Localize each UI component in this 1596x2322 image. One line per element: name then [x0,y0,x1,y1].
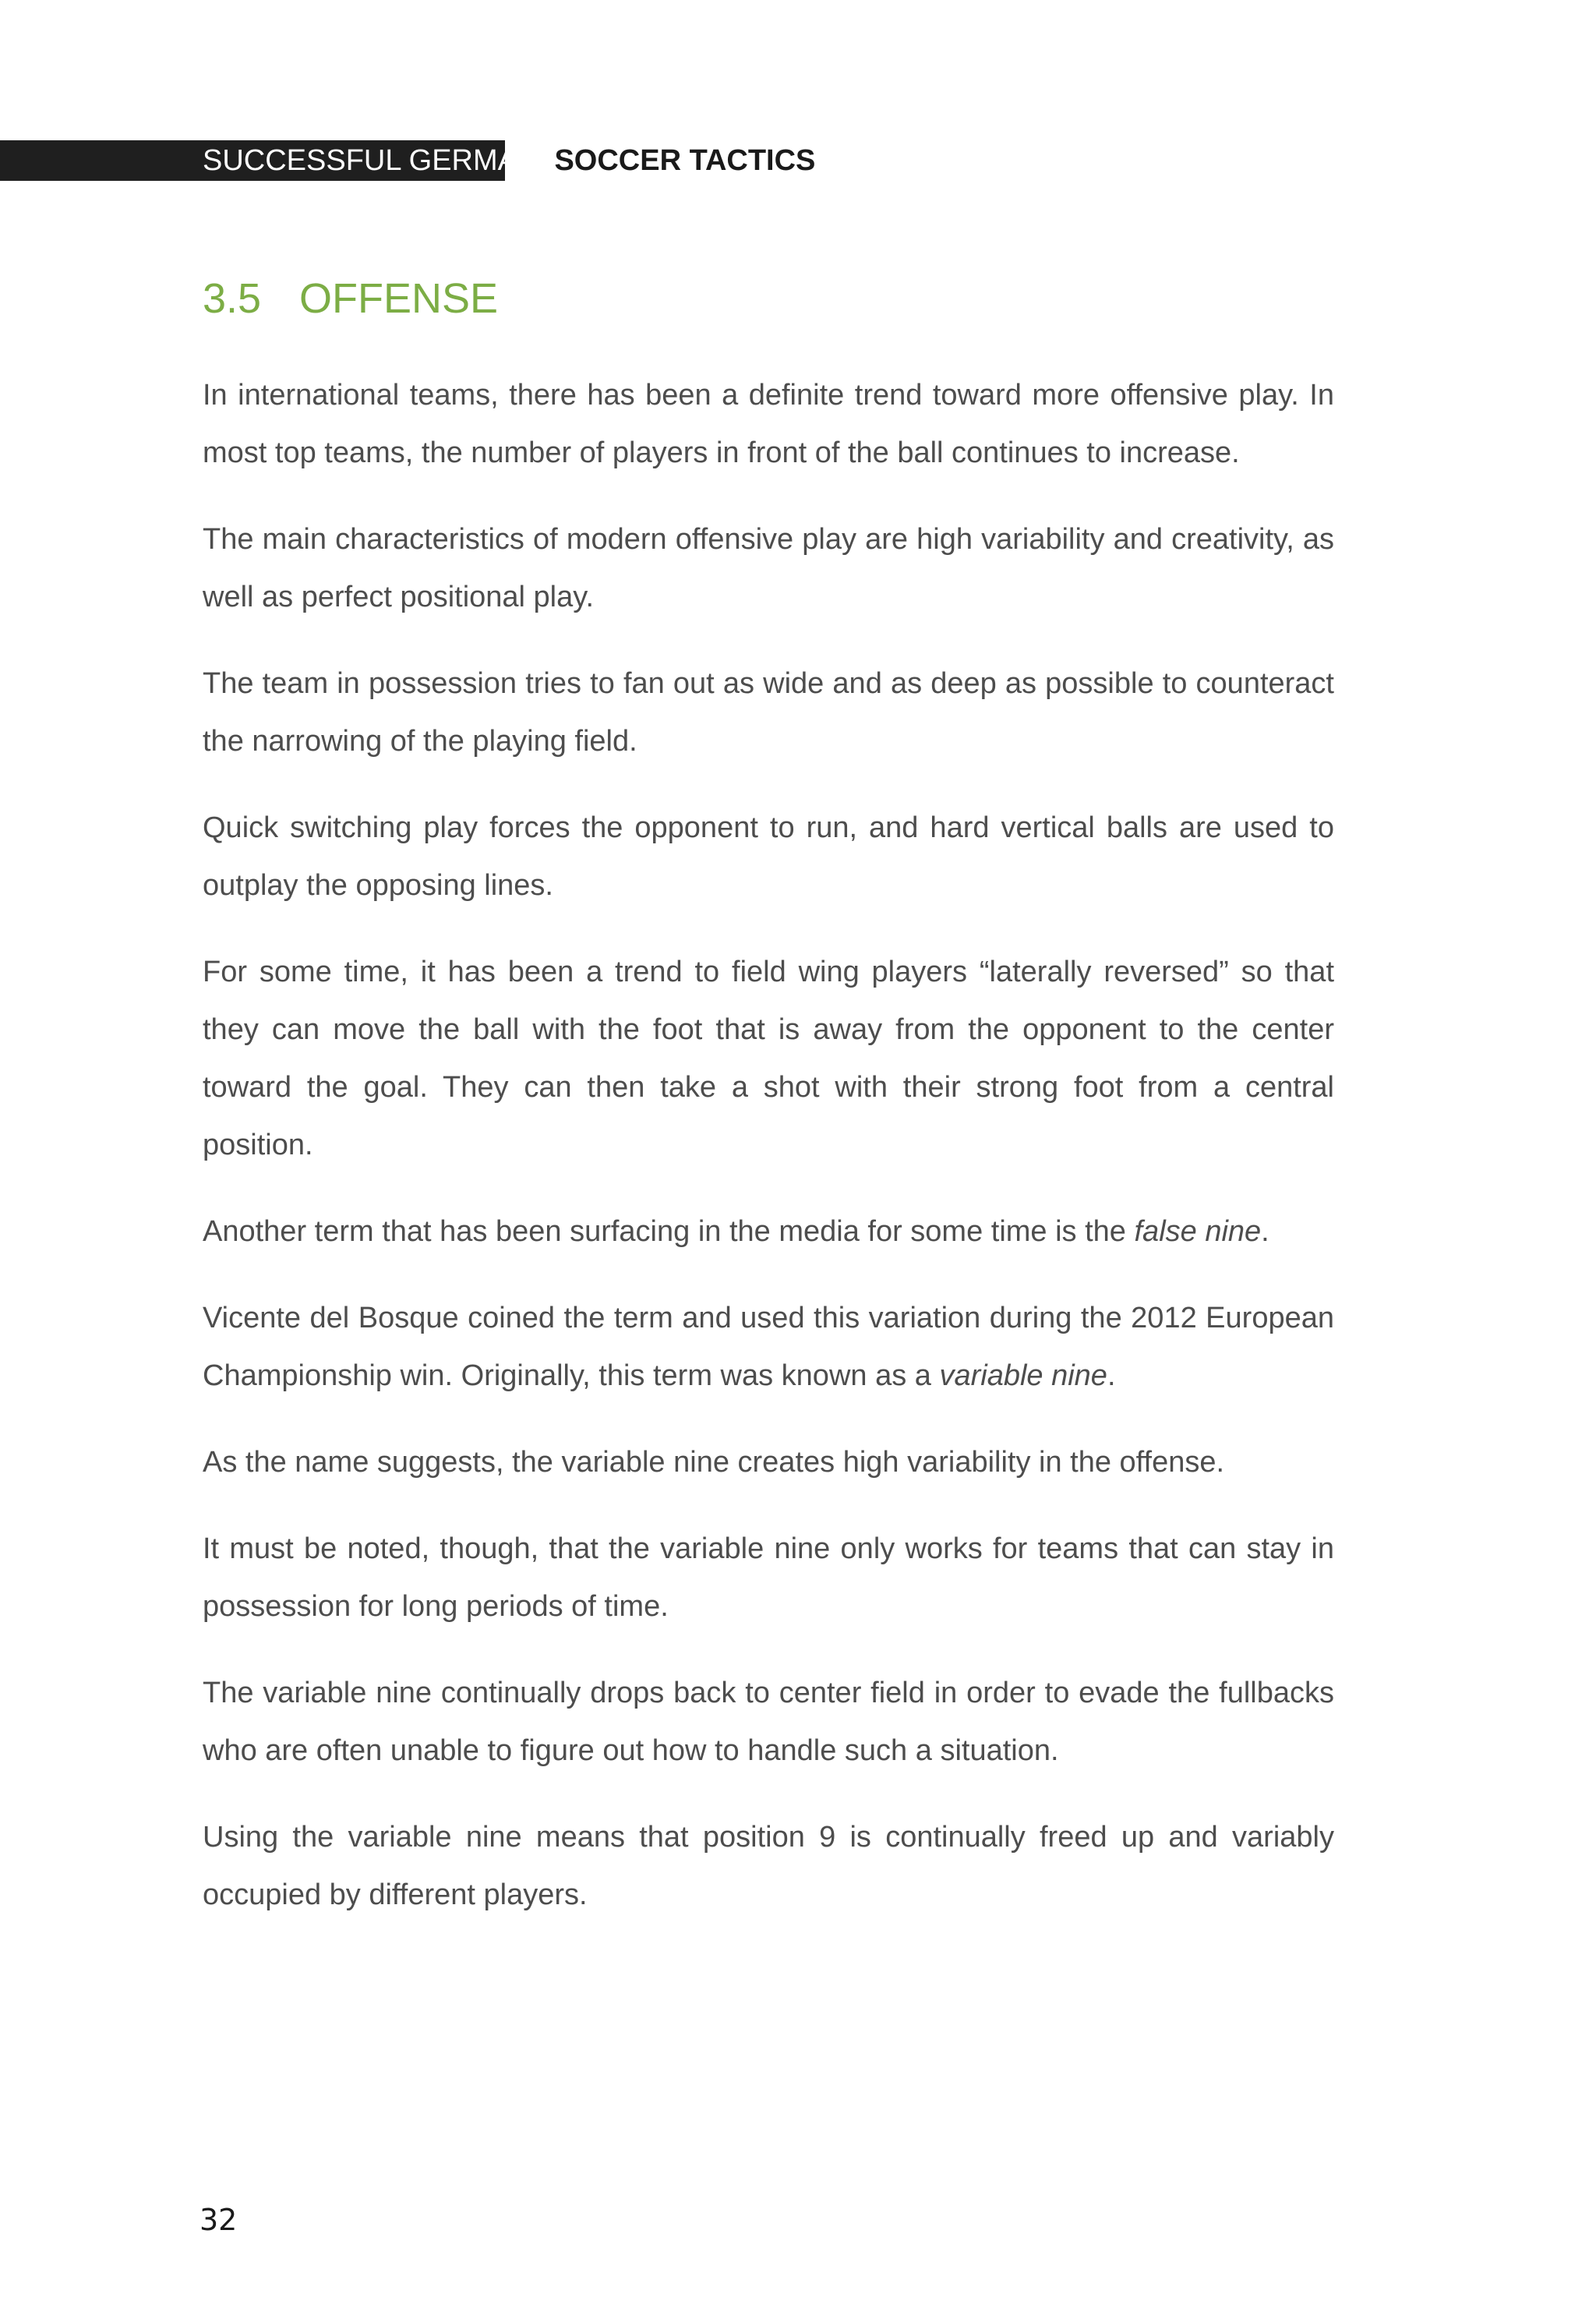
paragraph: For some time, it has been a trend to field wing players “laterally reversed” so that they can move the ball with the foot that is away from the opponent to the center toward the goal. They can then take a shot with their strong foot from a central position. [203,956,1334,1161]
paragraph: Quick switching play forces the opponent to run, and hard vertical balls are used to outplay the opposing lines. [203,811,1334,902]
paragraph-text: Vicente del Bosque coined the term and used this variation during the 2012 European Championship win. Originally, this term was known as a [203,1302,1334,1392]
body-content [203,366,1334,1953]
running-header-series: SUCCESSFUL GERMAN [203,143,539,177]
emphasis-false-nine: false nine [1134,1215,1262,1248]
emphasis-variable-nine: variable nine [939,1359,1107,1392]
paragraph-false-nine [203,1203,1334,1260]
section-heading [203,274,498,323]
running-header-book-title: SOCCER TACTICS [554,143,816,177]
paragraph: The variable nine continually drops back to center field in order to evade the fullbacks who are often unable to figure out how to handle such a situation. [203,1677,1334,1767]
page-number: 32 [200,2203,238,2237]
paragraph: Using the variable nine means that position 9 is continually freed up and variably occupied by different players. [203,1821,1334,1911]
paragraph-text: . [1107,1359,1116,1392]
running-header [203,140,815,181]
paragraph: The team in possession tries to fan out as wide and as deep as possible to counteract the narrowing of the playing field. [203,667,1334,758]
paragraph: It must be noted, though, that the variable nine only works for teams that can stay in possession for long periods of time. [203,1532,1334,1623]
paragraph-variable-nine [203,1289,1334,1405]
paragraph-text: . [1261,1215,1269,1248]
paragraph: As the name suggests, the variable nine creates high variability in the offense. [203,1446,1225,1479]
paragraph: The main characteristics of modern offensive play are high variability and creativity, as well as perfect positional play. [203,523,1334,613]
paragraph: In international teams, there has been a definite trend toward more offensive play. In most top teams, the number of players in front of the ball continues to increase. [203,379,1334,469]
section-title: OFFENSE [299,275,499,322]
section-number: 3.5 [203,275,262,322]
paragraph-text: Another term that has been surfacing in the media for some time is the [203,1215,1135,1248]
